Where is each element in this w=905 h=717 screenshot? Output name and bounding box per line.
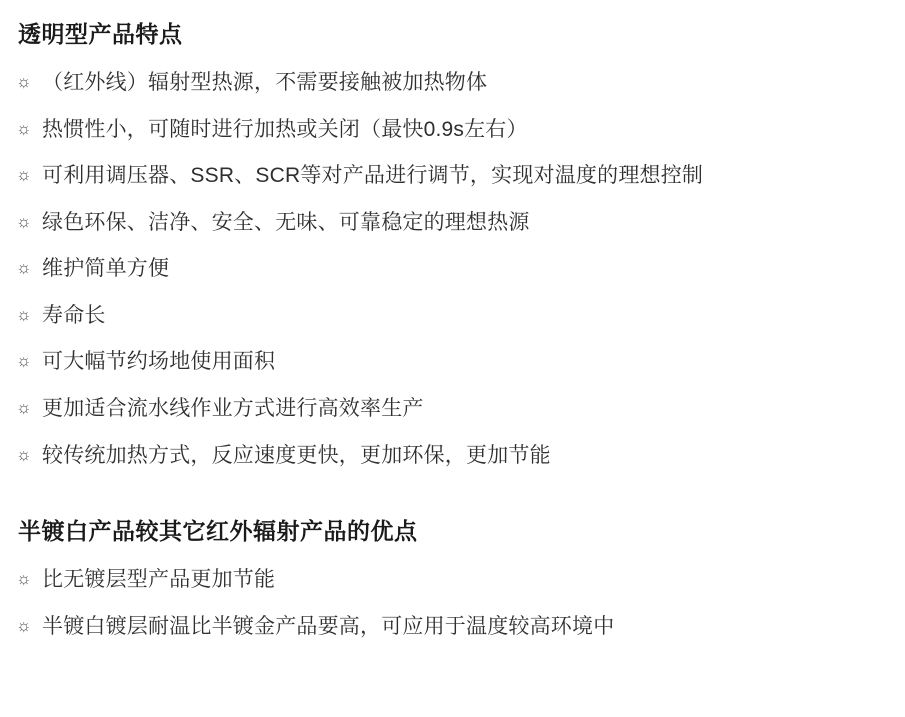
list-item	[16, 339, 889, 386]
section-spacer	[16, 479, 889, 515]
section-title: 透明型产品特点	[18, 21, 183, 47]
sun-bullet-icon: ☼	[16, 444, 32, 464]
list-item	[16, 293, 889, 340]
sun-bullet-icon: ☼	[16, 211, 32, 231]
list-item	[16, 557, 889, 604]
list-item-text: 绿色环保、洁净、安全、无味、可靠稳定的理想热源	[42, 210, 530, 234]
list-item-text: 维护简单方便	[42, 257, 170, 281]
list-item-text: 可大幅节约场地使用面积	[42, 350, 276, 374]
list-item	[16, 60, 889, 107]
feature-list	[16, 60, 889, 479]
sun-bullet-icon: ☼	[16, 615, 32, 635]
list-item	[16, 200, 889, 247]
sun-bullet-icon: ☼	[16, 569, 32, 589]
feature-list	[16, 557, 889, 650]
sun-bullet-icon: ☼	[16, 165, 32, 185]
list-item-text: 寿命长	[42, 303, 106, 327]
list-item-text: 可利用调压器、SSR、SCR等对产品进行调节，实现对温度的理想控制	[42, 164, 704, 188]
list-item	[16, 246, 889, 293]
section-title: 半镀白产品较其它红外辐射产品的优点	[18, 518, 418, 545]
sun-bullet-icon: ☼	[16, 258, 32, 278]
section-transparent-product-features	[16, 18, 889, 479]
section-half-plated-white-advantages	[16, 515, 889, 650]
list-item	[16, 433, 889, 480]
list-item	[16, 604, 889, 651]
sun-bullet-icon: ☼	[16, 398, 32, 418]
sun-bullet-icon: ☼	[16, 351, 32, 371]
list-item-text: 热惯性小，可随时进行加热或关闭（最快0.9s左右）	[42, 117, 528, 141]
sun-bullet-icon: ☼	[16, 118, 32, 138]
sun-bullet-icon: ☼	[16, 304, 32, 324]
sun-bullet-icon: ☼	[16, 72, 32, 92]
list-item	[16, 386, 889, 433]
list-item	[16, 107, 889, 154]
list-item	[16, 153, 889, 200]
list-item-text: 比无镀层型产品更加节能	[42, 568, 276, 592]
list-item-text: 较传统加热方式，反应速度更快，更加环保，更加节能	[42, 443, 551, 467]
list-item-text: （红外线）辐射型热源，不需要接触被加热物体	[42, 71, 488, 95]
list-item-text: 半镀白镀层耐温比半镀金产品要高，可应用于温度较高环境中	[42, 614, 615, 638]
list-item-text: 更加适合流水线作业方式进行高效率生产	[42, 397, 424, 421]
